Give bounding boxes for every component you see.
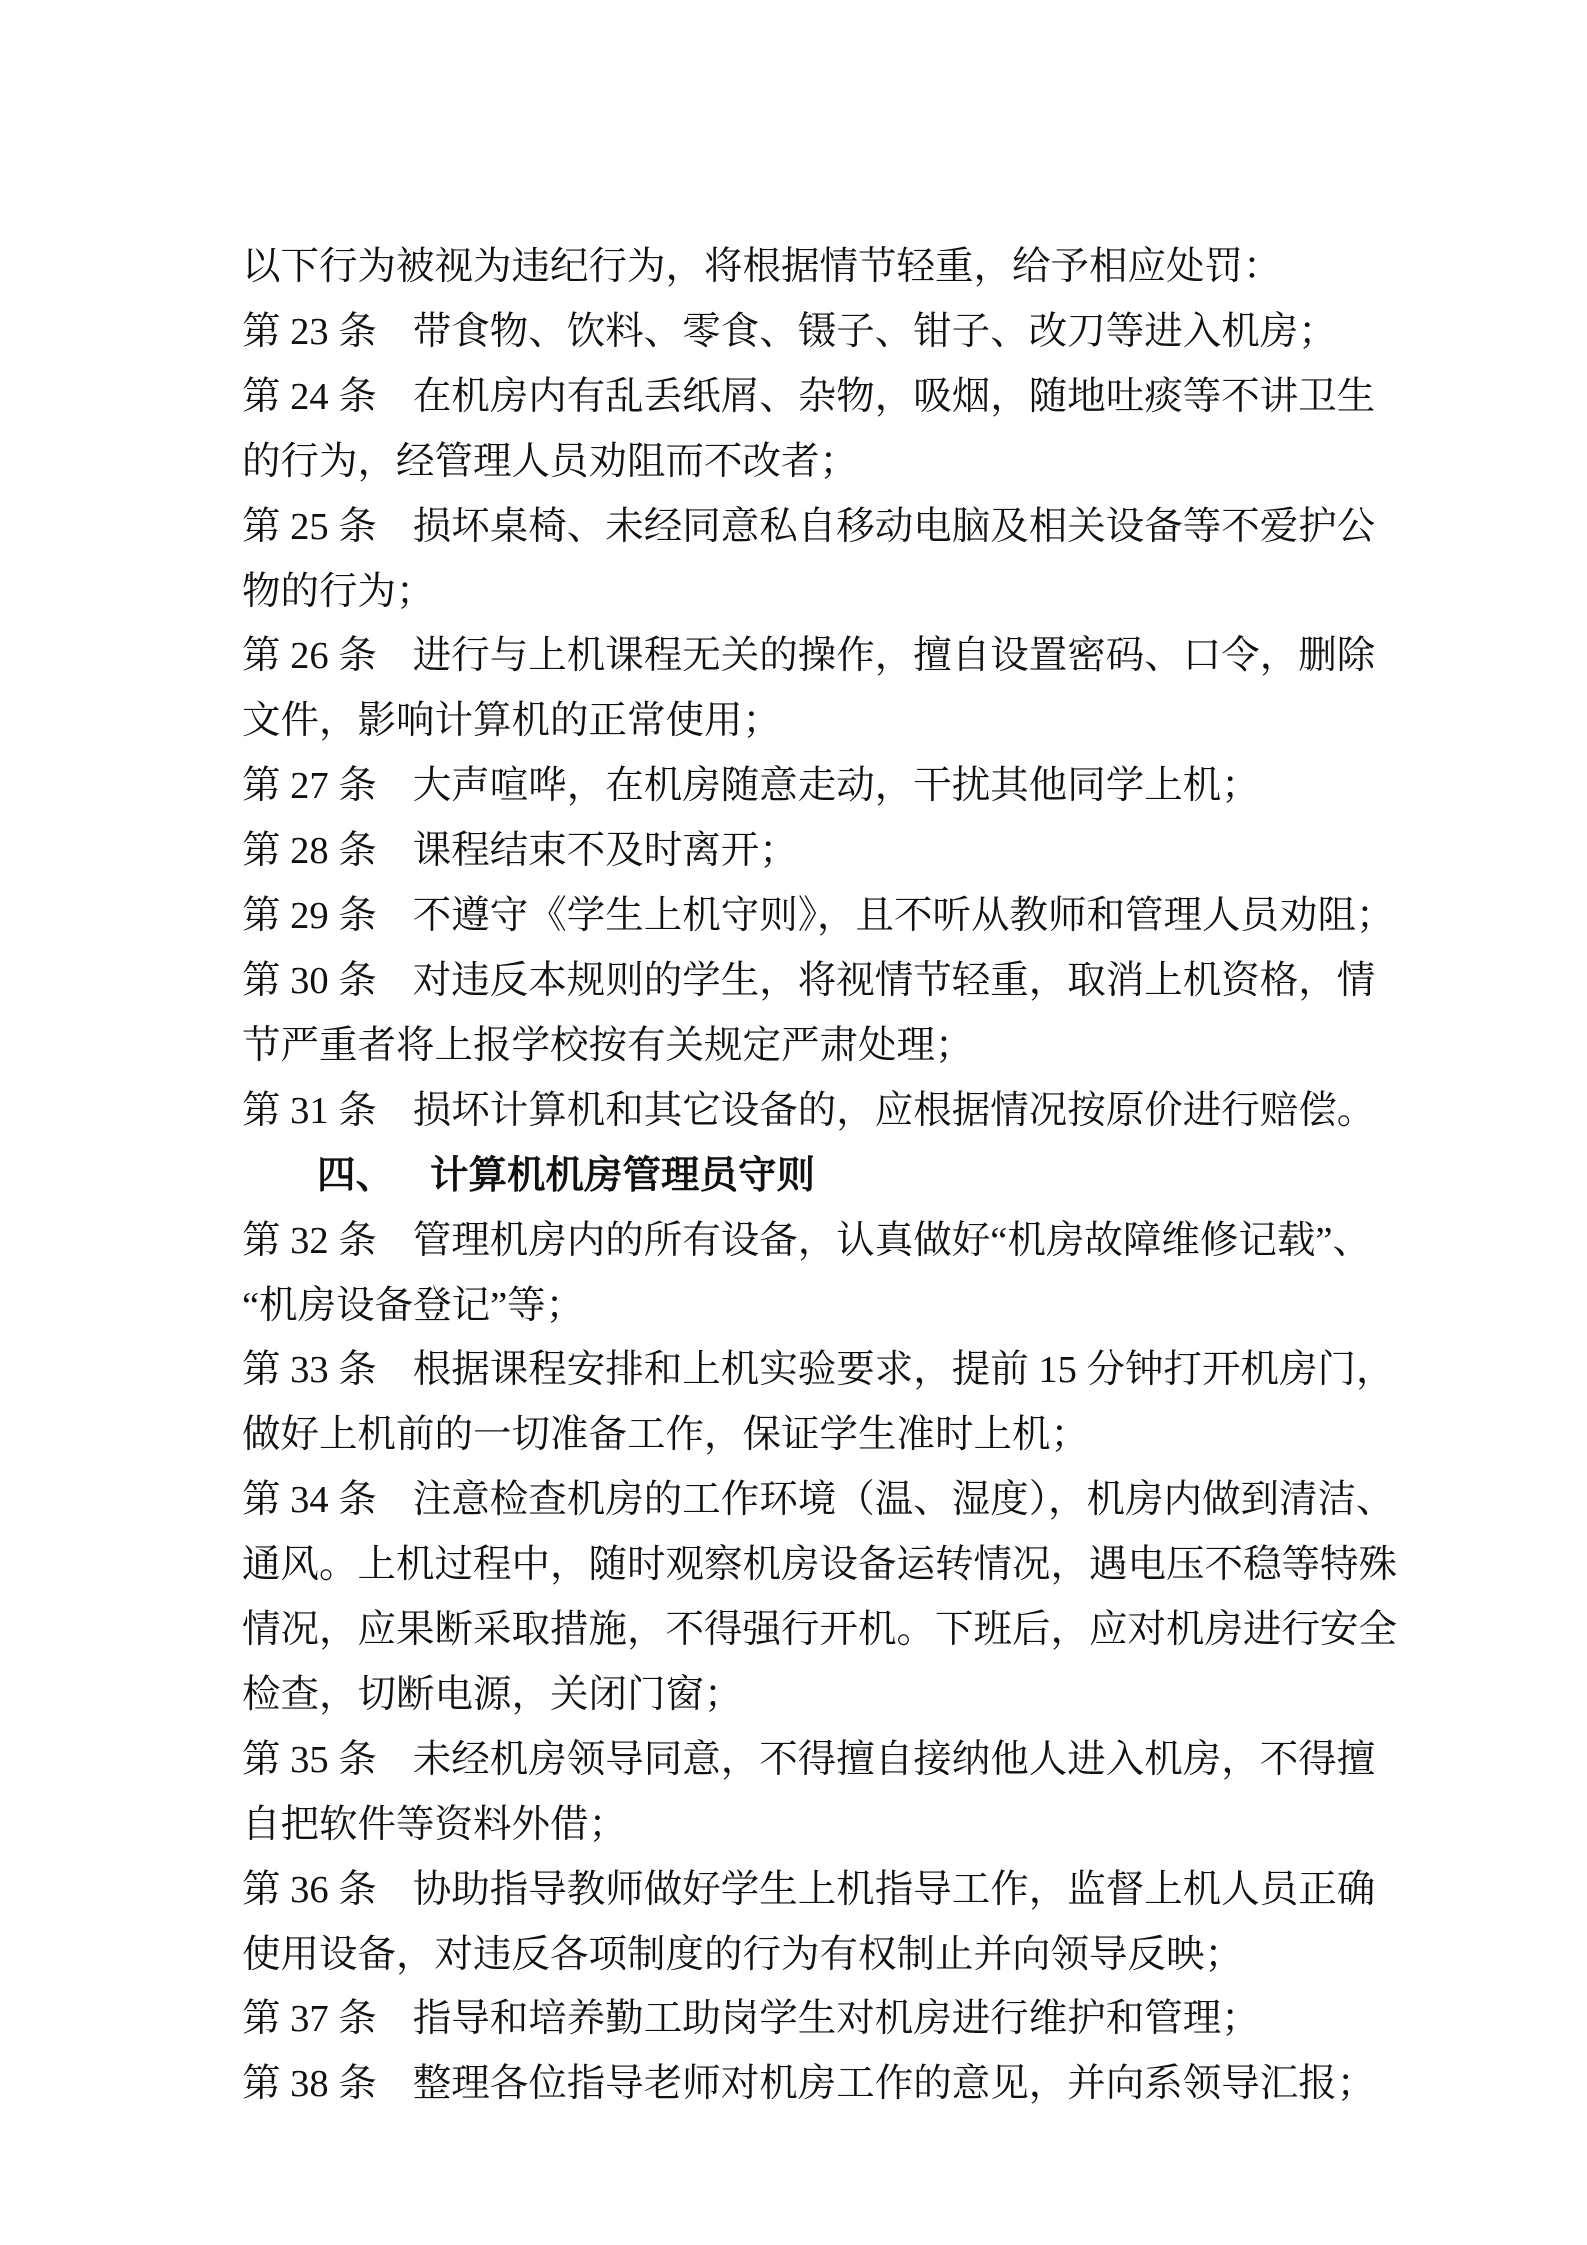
article-text: 大声喧哗，在机房随意走动，干扰其他同学上机； [412, 765, 1260, 808]
article-number: 第 33 条 [242, 1349, 377, 1392]
article-text: 做好上机前的一切准备工作，保证学生准时上机； [242, 1414, 1090, 1457]
article-line [242, 495, 1376, 560]
article-number: 第 38 条 [242, 2063, 377, 2106]
article-line [242, 1728, 1376, 1793]
document-page [242, 235, 1398, 2117]
article-text: 管理机房内的所有设备，认真做好“机房故障维修记载”、 [412, 1219, 1371, 1262]
continuation-line [242, 689, 1356, 754]
article-text: “机房设备登记”等； [242, 1284, 585, 1327]
article-text: 节严重者将上报学校按有关规定严肃处理； [242, 1024, 974, 1067]
section-heading [242, 1144, 1356, 1209]
article-text: 物的行为； [242, 570, 435, 613]
continuation-line [242, 560, 1356, 625]
article-number: 第 23 条 [242, 310, 377, 353]
article-text: 检查，切断电源，关闭门窗； [242, 1673, 743, 1716]
article-line [242, 1987, 1356, 2052]
article-text: 损坏计算机和其它设备的，应根据情况按原价进行赔偿。 [412, 1089, 1376, 1132]
article-number: 第 34 条 [242, 1479, 377, 1522]
article-text: 课程结束不及时离开； [412, 830, 798, 873]
article-line [242, 1209, 1371, 1274]
article-text: 对违反本规则的学生，将视情节轻重，取消上机资格，情 [412, 959, 1376, 1002]
article-text: 通风。上机过程中，随时观察机房设备运转情况，遇电压不稳等特殊 [242, 1544, 1398, 1587]
article-text: 协助指导教师做好学生上机指导工作，监督上机人员正确 [412, 1868, 1376, 1911]
article-number: 第 30 条 [242, 959, 377, 1002]
article-line [242, 1079, 1376, 1144]
article-text: 情况，应果断采取措施，不得强行开机。下班后，应对机房进行安全 [242, 1609, 1398, 1652]
continuation-line [242, 1793, 1356, 1858]
article-number: 第 26 条 [242, 635, 377, 678]
article-line [242, 1858, 1376, 1923]
article-number: 第 24 条 [242, 375, 377, 418]
article-text: 自把软件等资料外借； [242, 1803, 628, 1846]
article-line [242, 949, 1376, 1014]
continuation-line [242, 1014, 1356, 1079]
article-text: 注意检查机房的工作环境（温、湿度），机房内做到清洁、 [412, 1479, 1395, 1522]
continuation-line [242, 430, 1356, 495]
article-number: 第 35 条 [242, 1738, 377, 1781]
article-line [242, 624, 1376, 689]
article-text: 损坏桌椅、未经同意私自移动电脑及相关设备等不爱护公 [412, 505, 1376, 548]
intro-line: 以下行为被视为违纪行为，将根据情节轻重，给予相应处罚： [242, 246, 1282, 288]
article-text: 带食物、饮料、零食、镊子、钳子、改刀等进入机房； [412, 310, 1337, 353]
continuation-line [242, 1923, 1356, 1988]
article-text: 根据课程安排和上机实验要求，提前 15 分钟打开机房门， [412, 1349, 1395, 1392]
article-number: 第 28 条 [242, 830, 377, 873]
article-text: 的行为，经管理人员劝阻而不改者； [242, 440, 859, 483]
article-text: 整理各位指导老师对机房工作的意见，并向系领导汇报； [412, 2063, 1376, 2106]
article-number: 第 37 条 [242, 1998, 377, 2041]
article-text: 文件，影响计算机的正常使用； [242, 700, 782, 743]
section-title: 计算机机房管理员守则 [430, 1154, 816, 1197]
article-number: 第 36 条 [242, 1868, 377, 1911]
continuation-line [242, 1403, 1356, 1468]
article-text: 不遵守《学生上机守则》，且不听从教师和管理人员劝阻； [412, 895, 1395, 938]
continuation-line [242, 1533, 1398, 1598]
article-text: 未经机房领导同意，不得擅自接纳他人进入机房，不得擅 [412, 1738, 1376, 1781]
article-text: 指导和培养勤工助岗学生对机房进行维护和管理； [412, 1998, 1260, 2041]
article-line [242, 365, 1376, 430]
article-number: 第 25 条 [242, 505, 377, 548]
article-line [242, 300, 1356, 365]
article-text: 在机房内有乱丢纸屑、杂物，吸烟，随地吐痰等不讲卫生 [412, 375, 1376, 418]
article-line [242, 754, 1356, 819]
section-number: 四、 [317, 1154, 395, 1197]
continuation-line [242, 1274, 1356, 1339]
article-number: 第 29 条 [242, 895, 377, 938]
article-number: 第 31 条 [242, 1089, 377, 1132]
article-line [242, 2052, 1376, 2117]
continuation-line [242, 1598, 1398, 1663]
article-line [242, 884, 1395, 949]
article-line [242, 1338, 1395, 1403]
article-line [242, 1468, 1395, 1533]
continuation-line [242, 1663, 1356, 1728]
article-number: 第 27 条 [242, 765, 377, 808]
article-text: 使用设备，对违反各项制度的行为有权制止并向领导反映； [242, 1933, 1244, 1976]
article-text: 进行与上机课程无关的操作，擅自设置密码、口令，删除 [412, 635, 1376, 678]
article-number: 第 32 条 [242, 1219, 377, 1262]
article-line [242, 819, 1356, 884]
